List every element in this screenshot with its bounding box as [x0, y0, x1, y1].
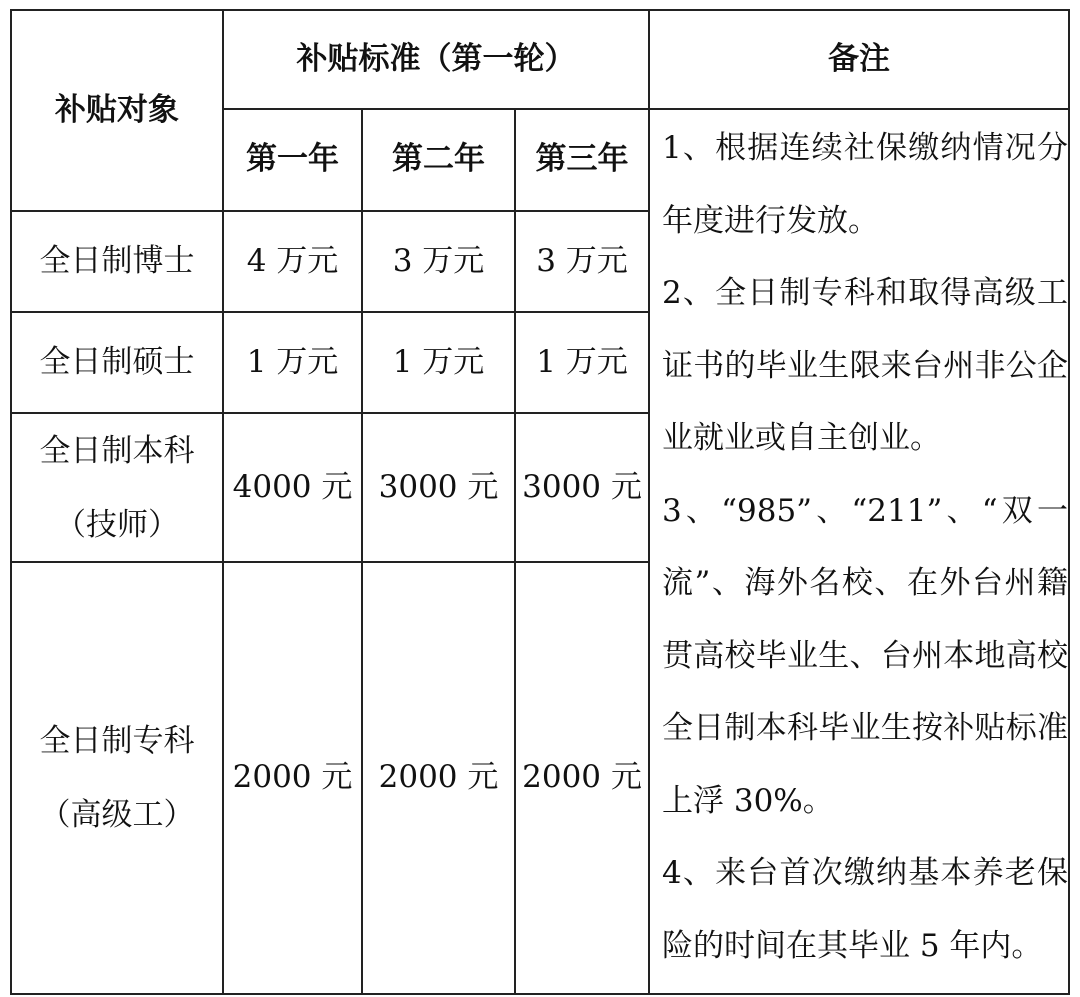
row-label-bachelor [12, 414, 222, 561]
header-remarks: 备注 [828, 40, 890, 77]
row-label-line2: （高级工） [39, 797, 195, 833]
table-border-bottom [10, 993, 1070, 995]
header-subject: 补贴对象 [55, 91, 179, 128]
header-year-2: 第二年 [392, 141, 485, 178]
row-label-line1: 全日制专科 [39, 723, 195, 759]
table-cell: 2000 元 [522, 759, 642, 796]
header-year-1: 第一年 [246, 141, 339, 178]
row-label-doctor: 全日制博士 [39, 242, 195, 279]
row-label-associate [12, 563, 222, 993]
remarks-notes [662, 112, 1068, 992]
table-cell: 3000 元 [522, 468, 642, 505]
table-border-right [1068, 9, 1070, 995]
row-label-line1: 全日制本科 [39, 432, 195, 469]
row-label-line2: （技师） [55, 506, 179, 543]
table-cell: 3 万元 [392, 242, 485, 279]
table-cell: 3000 元 [378, 468, 499, 505]
note-item: 2、全日制专科和取得高级工证书的毕业生限来台州非公企业就业或自主创业。 [662, 275, 1068, 456]
table-cell: 1 万元 [392, 343, 485, 380]
table-cell: 2000 元 [232, 759, 353, 796]
table-rule [648, 9, 650, 995]
table-cell: 2000 元 [378, 759, 499, 796]
header-standard: 补贴标准（第一轮） [296, 40, 576, 77]
table-cell: 3 万元 [536, 242, 628, 279]
table-cell: 1 万元 [246, 343, 339, 380]
note-item: 1、根据连续社保缴纳情况分年度进行发放。 [662, 130, 1068, 239]
header-year-3: 第三年 [535, 141, 629, 178]
note-item: 4、来台首次缴纳基本养老保险的时间在其毕业 5 年内。 [662, 855, 1068, 964]
row-label-master: 全日制硕士 [39, 343, 195, 380]
note-item: 3、“985”、“211”、“双一流”、海外名校、在外台州籍贯高校毕业生、台州本地高校全日制本科毕业生按补贴标准上浮 30%。 [662, 492, 1068, 819]
table-cell: 1 万元 [536, 343, 628, 380]
table-cell: 4000 元 [232, 468, 353, 505]
table-cell: 4 万元 [246, 242, 339, 279]
